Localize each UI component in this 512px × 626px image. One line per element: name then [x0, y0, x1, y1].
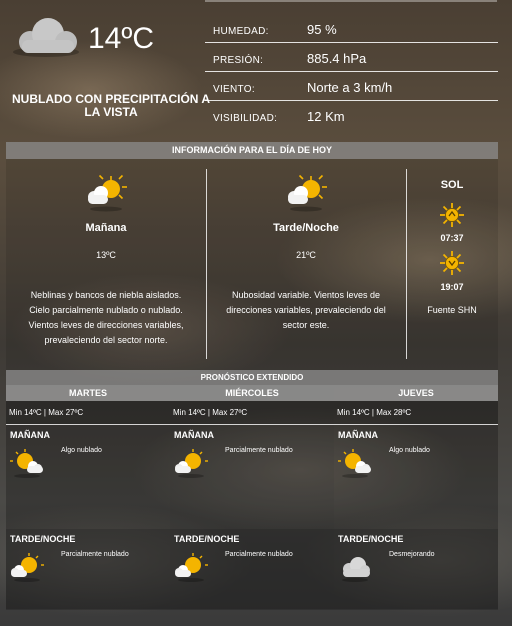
morning-block — [170, 425, 334, 529]
top-divider — [205, 0, 497, 2]
detail-value: 885.4 hPa — [307, 51, 367, 66]
sun-title: SOL — [440, 179, 464, 191]
current-temperature: 14ºC — [88, 22, 154, 55]
forecast-day — [170, 385, 334, 610]
night-block — [170, 529, 334, 609]
current-conditions — [0, 0, 210, 135]
night-condition: Parcialmente nublado — [225, 551, 293, 558]
extended-header: PRONÓSTICO EXTENDIDO — [6, 370, 498, 385]
morning-condition: Algo nublado — [389, 447, 430, 454]
today-morning-temp: 13ºC — [96, 250, 116, 260]
detail-pressure — [205, 43, 498, 72]
night-condition: Parcialmente nublado — [61, 551, 129, 558]
cloud-icon — [338, 553, 372, 588]
today-header: INFORMACIÓN PARA EL DÍA DE HOY — [6, 142, 498, 159]
today-morning-text: Neblinas y bancos de niebla aislados. Cielo parcialmente nublado o nublado. Vientos leves de direcciones variables, prevaleciendo del sector norte. — [28, 290, 184, 345]
extended-forecast — [6, 385, 498, 610]
day-name: MARTES — [6, 385, 170, 401]
sun-cloud-icon — [174, 553, 208, 588]
detail-visibility — [205, 101, 498, 130]
forecast-day — [6, 385, 170, 610]
detail-wind — [205, 72, 498, 101]
night-label: TARDE/NOCHE — [10, 534, 76, 544]
night-block — [6, 529, 170, 609]
sunrise-icon — [440, 203, 464, 232]
sun-cloud-icon — [338, 449, 372, 484]
day-minmax: Min 14ºC | Max 28ºC — [334, 401, 498, 425]
today-morning-period: Mañana — [85, 222, 127, 234]
detail-value: 95 % — [307, 22, 337, 37]
current-details — [205, 14, 498, 130]
night-block — [334, 529, 498, 609]
detail-value: Norte a 3 km/h — [307, 80, 393, 95]
sun-cloud-icon — [84, 173, 128, 218]
day-minmax: Min 14ºC | Max 27ºC — [170, 401, 334, 425]
sun-cloud-icon — [10, 449, 44, 484]
today-panel — [6, 159, 498, 370]
night-label: TARDE/NOCHE — [174, 534, 240, 544]
today-night-text: Nubosidad variable. Vientos leves de direcciones variables, prevaleciendo del sector este. — [226, 290, 386, 330]
sun-cloud-icon — [10, 553, 44, 588]
sunrise-time: 07:37 — [440, 233, 464, 243]
morning-label: MAÑANA — [174, 430, 214, 440]
current-description: NUBLADO CON PRECIPITACIÓN A LA VISTA — [12, 92, 210, 119]
morning-label: MAÑANA — [10, 430, 50, 440]
morning-label: MAÑANA — [338, 430, 378, 440]
sun-cloud-icon — [284, 173, 328, 218]
morning-block — [334, 425, 498, 529]
today-sun — [406, 159, 498, 370]
morning-condition: Parcialmente nublado — [225, 447, 293, 454]
detail-label: VIENTO: — [213, 84, 255, 95]
day-name: MIÉRCOLES — [170, 385, 334, 401]
night-label: TARDE/NOCHE — [338, 534, 404, 544]
detail-label: HUMEDAD: — [213, 26, 269, 37]
detail-label: VISIBILIDAD: — [213, 113, 278, 124]
today-morning — [6, 159, 206, 370]
today-night-temp: 21ºC — [296, 250, 316, 260]
detail-humidity — [205, 14, 498, 43]
today-night — [206, 159, 406, 370]
sunset-icon — [440, 251, 464, 280]
morning-condition: Algo nublado — [61, 447, 102, 454]
detail-value: 12 Km — [307, 109, 345, 124]
forecast-day — [334, 385, 498, 610]
night-condition: Desmejorando — [389, 551, 435, 558]
day-minmax: Min 14ºC | Max 27ºC — [6, 401, 170, 425]
sun-source: Fuente SHN — [427, 305, 477, 315]
cloud-icon — [10, 16, 82, 65]
detail-label: PRESIÓN: — [213, 55, 264, 66]
sun-cloud-icon — [174, 449, 208, 484]
morning-block — [6, 425, 170, 529]
day-name: JUEVES — [334, 385, 498, 401]
sunset-time: 19:07 — [440, 282, 464, 292]
today-night-period: Tarde/Noche — [273, 222, 339, 234]
